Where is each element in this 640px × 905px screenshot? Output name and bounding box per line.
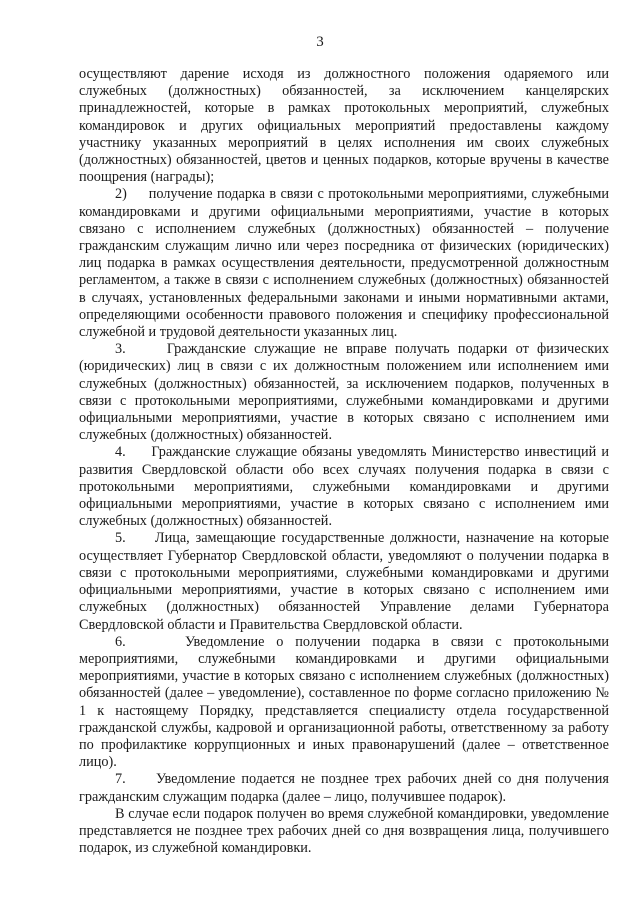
paragraph-item-2: 2) получение подарка в связи с протокольными мероприятиями, служебными командировками и другими официальными мероприятиями, участие в которых связано с исполнением служебных (должностных) обязанностей – получение гражданским служащим лично или через посредника от физических (юридических) лиц подарка в рамках осуществления деятельности, предусмотренной должностным регламентом, а также в связи с исполнением служебных (должностных) обязанностей в случаях, установленных федеральными законами и иными нормативными актами, определяющими особенности правового положения и специфику профессиональной служебной и трудовой деятельности указанных лиц. bbox=[79, 186, 609, 341]
paragraph-item-5: 5. Лица, замещающие государственные должности, назначение на которые осуществляет Губернатор Свердловской области, уведомляют о получении подарка в связи с протокольными мероприятиями, служебными командировками и другими официальными мероприятиями, участие в которых связано с исполнением ими служебных (должностных) обязанностей Управление делами Губернатора Свердловской области и Правительства Свердловской области. bbox=[79, 530, 609, 633]
paragraph-item-4: 4. Гражданские служащие обязаны уведомлять Министерство инвестиций и развития Свердловской области обо всех случаях получения подарка в связи с протокольными мероприятиями, служебными командировками и другими официальными мероприятиями, участие в которых связано с исполнением ими служебных (должностных) обязанностей. bbox=[79, 444, 609, 530]
page-number: 3 bbox=[316, 34, 324, 50]
document-body bbox=[79, 66, 609, 857]
paragraph-continuation: осуществляют дарение исходя из должностного положения одаряемого или служебных (должностных) обязанностей, за исключением канцелярских принадлежностей, которые в рамках протокольных мероприятий, служебных командировок и других официальных мероприятий предоставлены каждому участнику указанных мероприятий в целях исполнения им своих служебных (должностных) обязанностей, цветов и ценных подарков, которые вручены в качестве поощрения (награды); bbox=[79, 66, 609, 186]
paragraph-business-trip: В случае если подарок получен во время служебной командировки, уведомление представляется не позднее трех рабочих дней со дня возвращения лица, получившего подарок, из служебной командировки. bbox=[79, 805, 609, 857]
paragraph-item-7: 7. Уведомление подается не позднее трех рабочих дней со дня получения гражданским служащим подарка (далее – лицо, получившее подарок). bbox=[79, 771, 609, 805]
paragraph-item-3: 3. Гражданские служащие не вправе получать подарки от физических (юридических) лиц в связи с их должностным положением или исполнением ими служебных (должностных) обязанностей, за исключением подарков, полученных в связи с протокольными мероприятиями, служебными командировками и другими официальными мероприятиями, участие в которых связано с исполнением ими служебных (должностных) обязанностей. bbox=[79, 341, 609, 444]
paragraph-item-6: 6. Уведомление о получении подарка в связи с протокольными мероприятиями, служебными командировками и другими официальными мероприятиями, участие в которых связано с исполнением служебных (должностных) обязанностей (далее – уведомление), составленное по форме согласно приложению № 1 к настоящему Порядку, представляется специалисту отдела государственной гражданской службы, кадровой и организационной работы, ответственному за работу по профилактике коррупционных и иных правонарушений (далее – ответственное лицо). bbox=[79, 633, 609, 771]
